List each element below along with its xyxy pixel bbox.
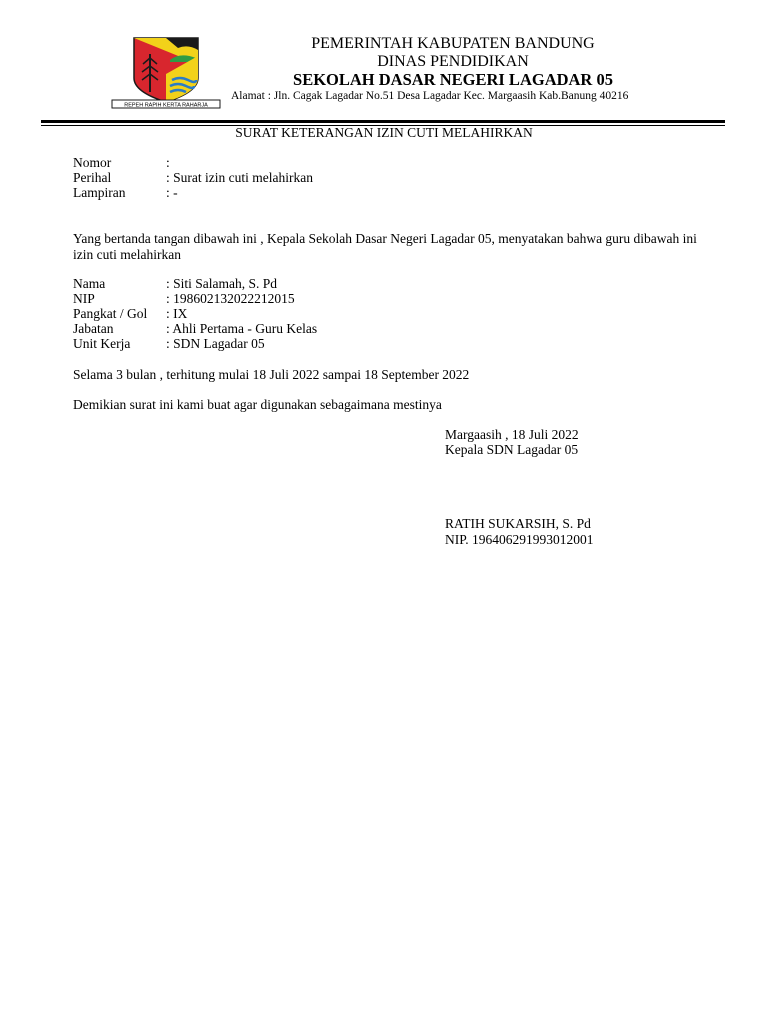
employee-label-jabatan: Jabatan [73,321,114,336]
employee-value-jabatan: : Ahli Pertama - Guru Kelas [166,321,318,336]
header-government: PEMERINTAH KABUPATEN BANDUNG [311,35,595,52]
meta-value-perihal: : Surat izin cuti melahirkan [166,170,313,185]
signature-name: RATIH SUKARSIH, S. Pd [445,516,591,531]
meta-label-nomor: Nomor [73,155,112,170]
employee-label-pangkat: Pangkat / Gol [73,306,148,321]
employee-label-unit-kerja: Unit Kerja [73,336,131,351]
employee-label-nip: NIP [73,291,95,306]
meta-label-perihal: Perihal [73,170,112,185]
header-address: Alamat : Jln. Cagak Lagadar No.51 Desa Lagadar Kec. Margaasih Kab.Banung 40216 [231,90,629,102]
header-department: DINAS PENDIDIKAN [377,53,529,70]
leave-duration: Selama 3 bulan , terhitung mulai 18 Juli 2022 sampai 18 September 2022 [73,367,470,382]
meta-label-lampiran: Lampiran [73,185,126,200]
employee-value-nama: : Siti Salamah, S. Pd [166,276,278,291]
employee-value-nip: : 198602132022212015 [166,291,295,306]
closing-statement: Demikian surat ini kami buat agar digunakan sebagaimana mestinya [73,397,442,412]
header-divider-thick [41,120,725,123]
signature-position: Kepala SDN Lagadar 05 [445,442,579,457]
intro-paragraph: Yang bertanda tangan dibawah ini , Kepala Sekolah Dasar Negeri Lagadar 05, menyatakan bahwa guru dibawah ini izin cuti melahirkan [73,231,697,262]
employee-value-unit-kerja: : SDN Lagadar 05 [166,336,265,351]
header-school: SEKOLAH DASAR NEGERI LAGADAR 05 [293,70,613,89]
letter-title: SURAT KETERANGAN IZIN CUTI MELAHIRKAN [235,125,533,140]
signature-place-date: Margaasih , 18 Juli 2022 [445,427,579,442]
signature-nip: NIP. 196406291993012001 [445,532,594,547]
employee-value-pangkat: : IX [166,306,188,321]
meta-value-lampiran: : - [166,185,178,200]
logo-ribbon-text: REPEH RAPIH KERTA RAHARJA [124,102,208,109]
employee-label-nama: Nama [73,276,106,291]
meta-value-nomor: : [166,155,170,170]
